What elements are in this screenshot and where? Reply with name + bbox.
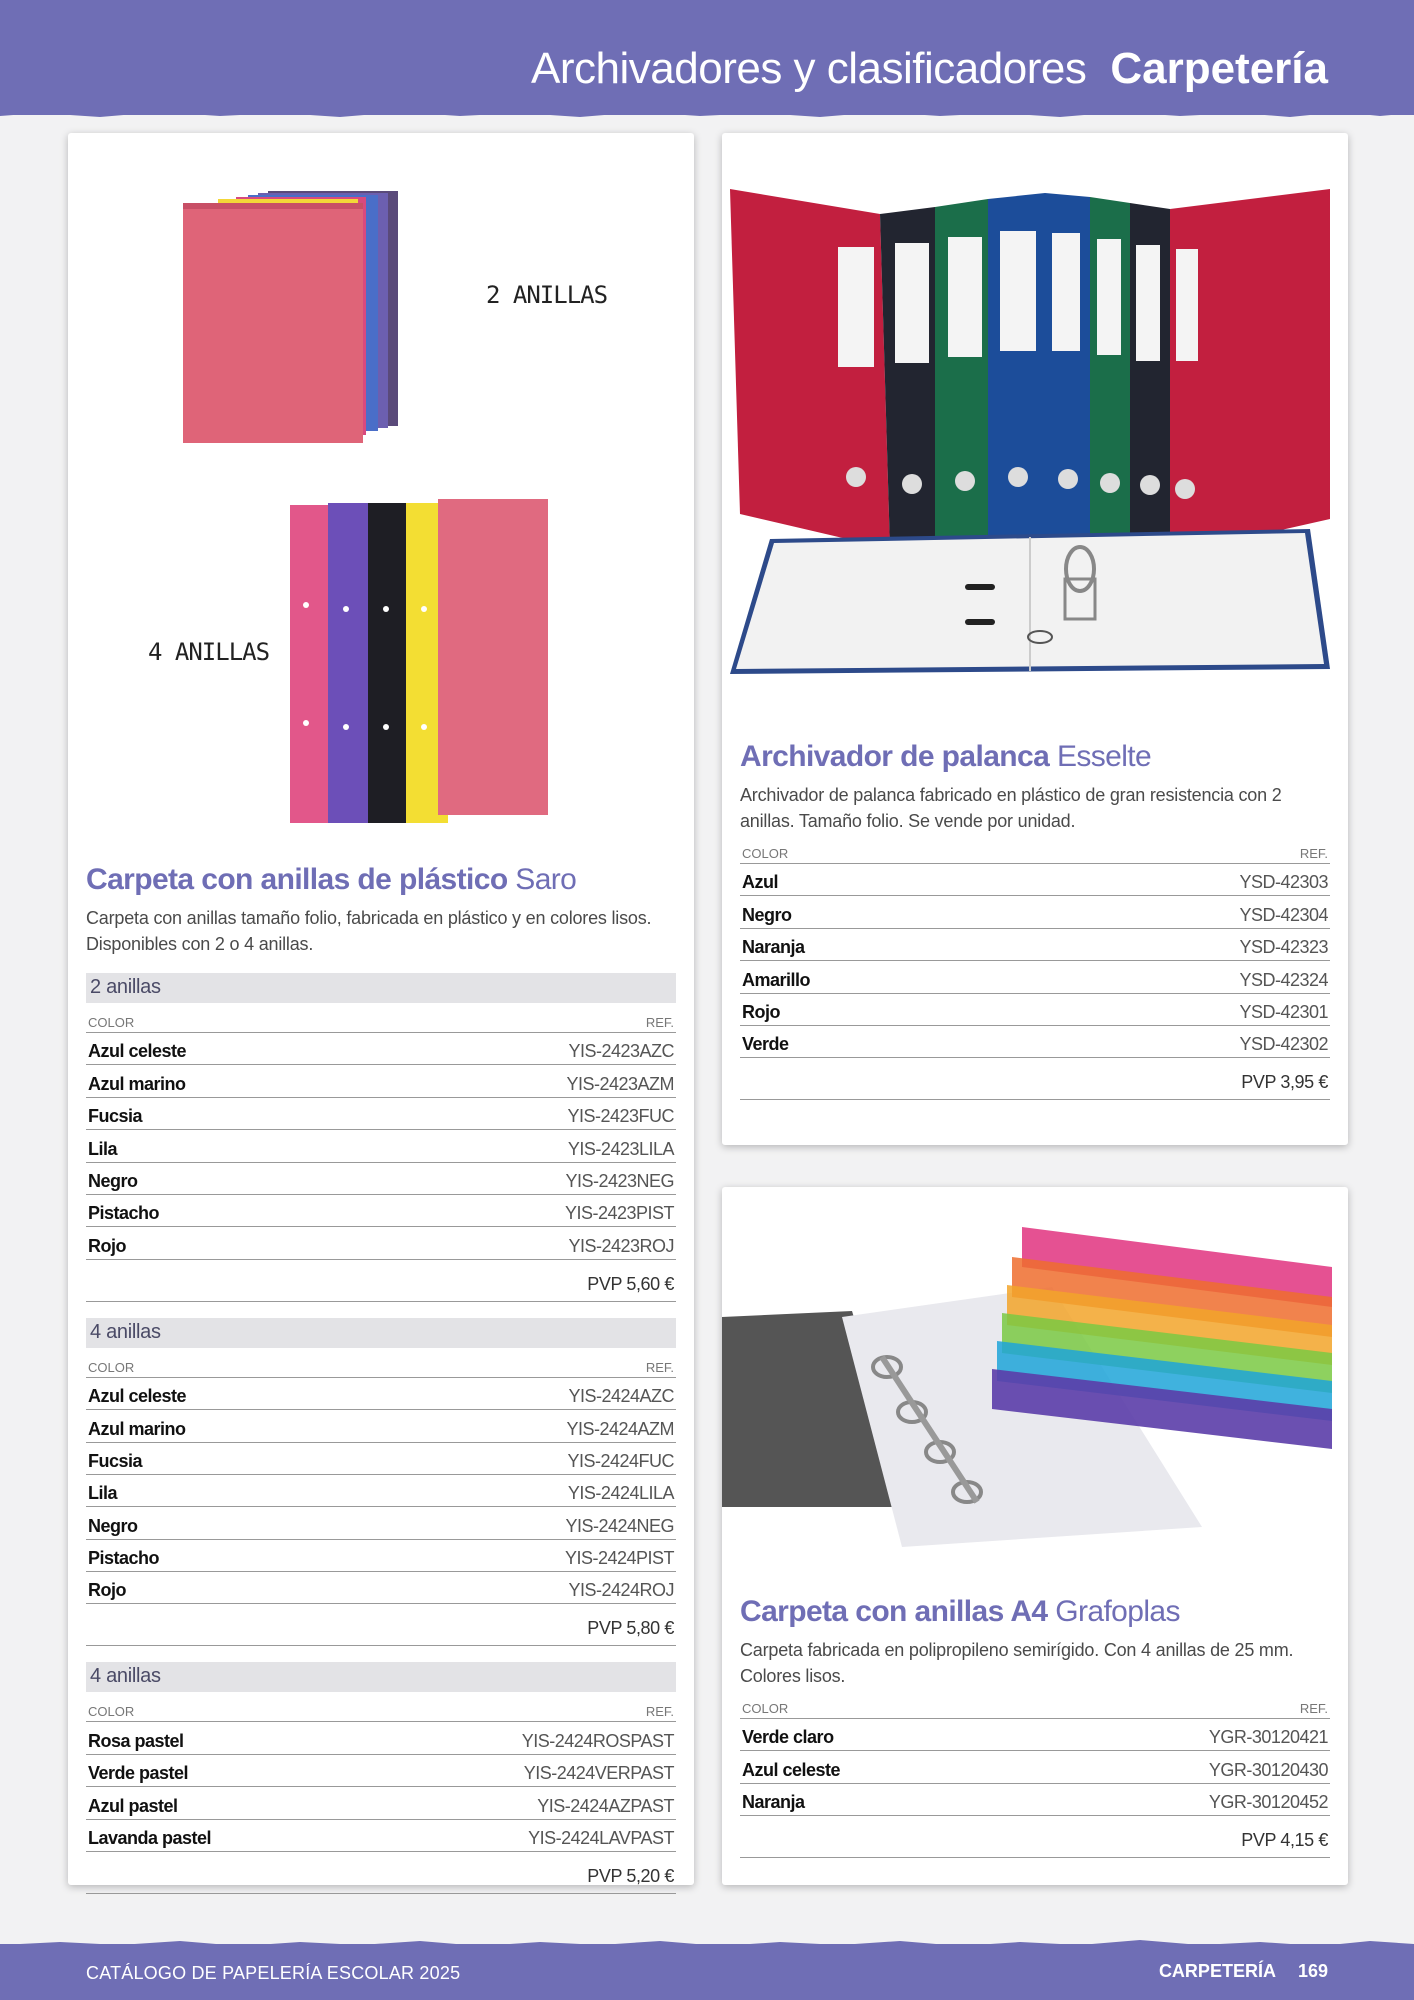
product-name: Carpeta con anillas de plástico — [86, 863, 508, 896]
table-row — [86, 1722, 676, 1754]
ref-cell: YIS-2424LAVPAST — [528, 1828, 674, 1849]
ref-cell: YIS-2424AZM — [566, 1418, 674, 1439]
group-header: 4 anillas — [86, 1318, 676, 1348]
color-cell: Rojo — [88, 1580, 126, 1601]
product-card-esselte — [722, 133, 1348, 1145]
header-rough-edge — [0, 107, 1414, 123]
color-cell: Rojo — [88, 1235, 126, 1256]
table-row — [86, 1475, 676, 1507]
ref-cell: YGR-30120421 — [1208, 1727, 1328, 1748]
color-cell: Fucsia — [88, 1106, 143, 1127]
table-row — [86, 1130, 676, 1162]
table-row — [740, 1784, 1330, 1816]
ref-cell: YGR-30120430 — [1208, 1759, 1328, 1780]
table-row — [740, 1751, 1330, 1783]
table-header — [86, 1003, 676, 1033]
color-cell: Azul — [742, 872, 778, 893]
ref-cell: YIS-2423FUC — [567, 1106, 674, 1127]
ref-cell: YSD-42302 — [1239, 1034, 1328, 1055]
color-cell: Lila — [88, 1483, 118, 1504]
ref-cell: YSD-42303 — [1239, 872, 1328, 893]
product-card-saro — [68, 133, 694, 1885]
esselte-info — [740, 740, 1330, 1100]
page-number: 169 — [1297, 1961, 1328, 1981]
color-cell: Verde claro — [742, 1727, 834, 1748]
ref-cell: YSD-42323 — [1239, 937, 1328, 958]
table-row — [740, 929, 1330, 961]
col-color: COLOR — [88, 1359, 135, 1375]
table-header — [86, 1692, 676, 1722]
color-cell: Azul marino — [88, 1418, 186, 1439]
col-ref: REF. — [645, 1704, 674, 1720]
col-ref: REF. — [1299, 1701, 1328, 1716]
ref-cell: YIS-2424AZC — [568, 1386, 674, 1407]
ref-cell: YIS-2423NEG — [565, 1170, 674, 1191]
price: PVP 3,95 € — [740, 1058, 1330, 1100]
ref-cell: YIS-2424NEG — [565, 1515, 674, 1536]
color-cell: Verde — [742, 1034, 789, 1055]
footer-rough-edge — [0, 1936, 1414, 1952]
group-header: 2 anillas — [86, 973, 676, 1003]
ref-cell: YIS-2423LILA — [567, 1138, 674, 1159]
color-cell: Naranja — [742, 937, 805, 958]
table-row — [86, 1507, 676, 1539]
color-cell: Pistacho — [88, 1548, 160, 1569]
header-title: Carpetería — [1110, 44, 1328, 93]
table-row — [86, 1065, 676, 1097]
label-four-rings: 4 ANILLAS — [148, 638, 270, 666]
color-cell: Negro — [88, 1515, 138, 1536]
table-row — [86, 1195, 676, 1227]
product-brand: Grafoplas — [1055, 1595, 1180, 1628]
ref-cell: YIS-2423ROJ — [568, 1235, 674, 1256]
lever-arch-files-image — [730, 159, 1340, 719]
col-color: COLOR — [88, 1015, 135, 1030]
table-row — [86, 1820, 676, 1852]
product-title — [740, 1595, 1330, 1629]
table-row — [86, 1572, 676, 1604]
table-header — [740, 834, 1330, 864]
color-cell: Amarillo — [742, 969, 811, 990]
color-cell: Naranja — [742, 1792, 805, 1813]
open-lever-file — [730, 529, 1330, 674]
group-header: 4 anillas — [86, 1662, 676, 1692]
product-description: Archivador de palanca fabricado en plástico de gran resistencia con 2 anillas. Tamaño folio. Se vende por unidad. — [740, 785, 1282, 831]
color-cell: Azul celeste — [88, 1041, 187, 1062]
ref-cell: YSD-42301 — [1239, 1001, 1328, 1022]
table-row — [86, 1098, 676, 1130]
col-color: COLOR — [88, 1704, 135, 1720]
ref-cell: YIS-2423AZM — [566, 1073, 674, 1094]
color-cell: Lavanda pastel — [88, 1828, 212, 1849]
ref-cell: YSD-42324 — [1239, 969, 1328, 990]
table-row — [86, 1410, 676, 1442]
grafoplas-info — [740, 1595, 1330, 1858]
lever-files — [730, 189, 1330, 555]
ref-cell: YIS-2424ROSPAST — [521, 1730, 674, 1751]
ref-cell: YIS-2423AZC — [568, 1041, 674, 1062]
four-ring-folders — [290, 499, 548, 823]
table-row — [740, 896, 1330, 928]
product-name: Archivador de palanca — [740, 740, 1050, 773]
col-ref: REF. — [645, 1359, 674, 1375]
table-row — [86, 1443, 676, 1475]
ref-cell: YIS-2424ROJ — [568, 1580, 674, 1601]
table-row — [86, 1163, 676, 1195]
two-ring-folders — [183, 191, 398, 443]
col-color: COLOR — [742, 846, 789, 861]
product-title — [86, 863, 676, 897]
product-name: Carpeta con anillas A4 — [740, 1595, 1048, 1628]
color-cell: Negro — [88, 1170, 138, 1191]
product-title — [740, 740, 1330, 774]
col-ref: REF. — [645, 1015, 674, 1030]
price: PVP 5,20 € — [86, 1852, 676, 1894]
product-brand: Esselte — [1056, 740, 1152, 773]
table-row — [740, 994, 1330, 1026]
table-row — [86, 1787, 676, 1819]
price: PVP 4,15 € — [740, 1816, 1330, 1858]
ring-binders-image — [722, 1207, 1348, 1607]
table-row — [740, 864, 1330, 896]
footer-section: CARPETERÍA — [1158, 1961, 1276, 1981]
color-cell: Fucsia — [88, 1450, 143, 1471]
price: PVP 5,80 € — [86, 1604, 676, 1646]
table-header — [86, 1348, 676, 1378]
ref-cell: YIS-2423PIST — [564, 1203, 674, 1224]
product-card-grafoplas — [722, 1187, 1348, 1885]
color-cell: Rojo — [742, 1001, 780, 1022]
color-cell: Azul celeste — [742, 1759, 841, 1780]
table-row — [86, 1755, 676, 1787]
ref-cell: YIS-2424PIST — [564, 1548, 674, 1569]
table-row — [740, 961, 1330, 993]
color-cell: Azul marino — [88, 1073, 186, 1094]
translucent-binders — [722, 1227, 1332, 1547]
table-header — [740, 1689, 1330, 1719]
color-cell: Azul celeste — [88, 1386, 187, 1407]
col-ref: REF. — [1299, 846, 1328, 861]
table-row — [86, 1227, 676, 1259]
ref-cell: YIS-2424LILA — [567, 1483, 674, 1504]
color-cell: Rosa pastel — [88, 1730, 184, 1751]
product-description: Carpeta con anillas tamaño folio, fabricada en plástico y en colores lisos. Disponibles con 2 o 4 anillas. — [86, 908, 652, 954]
footer-catalog: CATÁLOGO DE PAPELERÍA ESCOLAR 2025 — [86, 1963, 461, 1983]
saro-folders-image — [68, 133, 694, 853]
page-header — [0, 0, 1414, 115]
ref-cell: YIS-2424AZPAST — [537, 1795, 674, 1816]
ref-cell: YSD-42304 — [1239, 904, 1328, 925]
price: PVP 5,60 € — [86, 1260, 676, 1302]
table-row — [86, 1033, 676, 1065]
color-cell: Verde pastel — [88, 1763, 189, 1784]
header-subtitle: Archivadores y clasificadores — [531, 44, 1087, 93]
table-row — [740, 1719, 1330, 1751]
color-cell: Lila — [88, 1138, 118, 1159]
label-two-rings: 2 ANILLAS — [486, 281, 608, 309]
color-cell: Azul pastel — [88, 1795, 178, 1816]
table-row — [740, 1026, 1330, 1058]
product-description: Carpeta fabricada en polipropileno semirígido. Con 4 anillas de 25 mm. Colores lisos. — [740, 1640, 1294, 1686]
product-brand: Saro — [515, 863, 577, 896]
color-cell: Pistacho — [88, 1203, 160, 1224]
saro-info — [86, 863, 676, 1894]
ref-cell: YIS-2424FUC — [567, 1450, 674, 1471]
color-cell: Negro — [742, 904, 792, 925]
col-color: COLOR — [742, 1701, 789, 1716]
table-row — [86, 1540, 676, 1572]
ref-cell: YGR-30120452 — [1208, 1792, 1328, 1813]
page-footer — [0, 1944, 1414, 2000]
ref-cell: YIS-2424VERPAST — [523, 1763, 674, 1784]
table-row — [86, 1378, 676, 1410]
